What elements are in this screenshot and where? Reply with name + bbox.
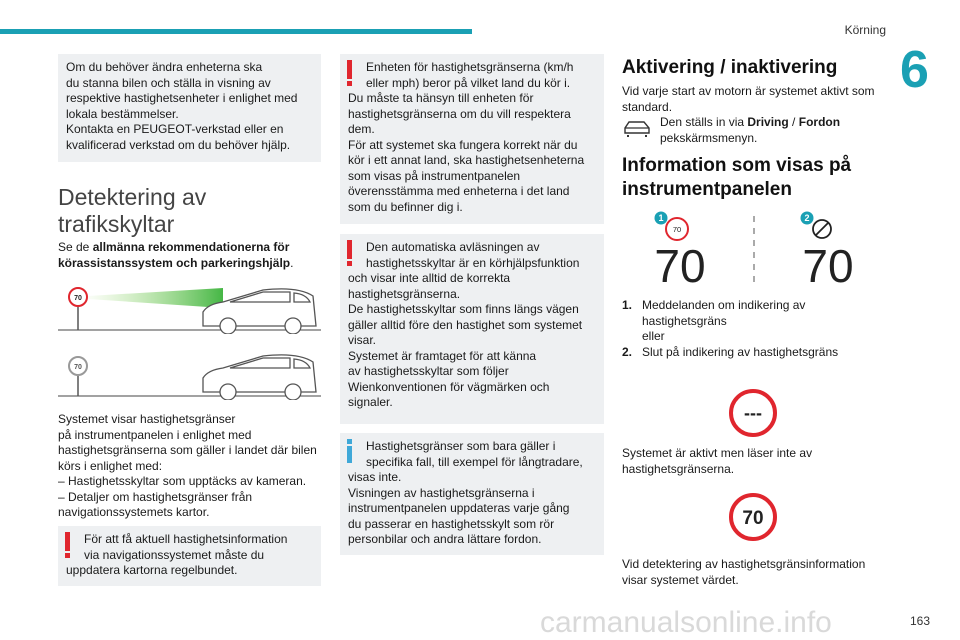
system-description: Systemet visar hastighetsgränser på instrumentpanelen i enlighet med hastighetsgränserna som gäller i landet där bilen körs i enlighet med: – Hastighetsskyltar som upptäcks av kameran. – Detaljer om hastighetsgränser från navigationssystemets kartor. <box>58 412 317 519</box>
note-box-units <box>58 54 321 162</box>
display-speed-value: 70 <box>654 240 706 290</box>
note-line: respektive hastighetsenheter i enlighet med <box>66 91 298 105</box>
legend-list <box>622 298 902 360</box>
note-line: lokala bestämmelser. <box>66 106 179 121</box>
car-illustration <box>203 355 316 400</box>
speed-sign-value: 70 <box>74 364 82 371</box>
section-heading-traffic-signs: Detektering av trafikskyltar <box>58 184 207 237</box>
no-reading-sign-icon <box>726 386 780 440</box>
activation-paragraph: Vid varje start av motorn är systemet aktivt som standard. <box>622 84 875 114</box>
speed-sign-text: 70 <box>742 508 764 529</box>
heading-activation: Aktivering / inaktivering <box>622 57 838 78</box>
info-box-specific-limits: Hastighetsgränser som bara gäller i specifika fall, till exempel för långtradare, visas inte. Visningen av hastighetsgränserna i instrumentpanelen uppdateras varje gång du passerar en hastighetsskylt som rör personbilar och andra lättare fordon. <box>340 433 604 555</box>
callout-1: 1 <box>658 213 664 223</box>
display-speed-value: 70 <box>802 240 854 290</box>
legend-item-2: 2. Slut på indikering av hastighetsgräns <box>622 344 839 359</box>
note-line: kvalificerad verkstad om du behöver hjälp. <box>66 137 291 152</box>
warning-icon <box>347 240 352 259</box>
callout-2: 2 <box>804 213 810 223</box>
note-line: du stanna bilen och ställa in visning av <box>66 75 271 90</box>
menu-path-paragraph: Den ställs in via Driving / Fordon pekskärmsmenyn. <box>660 115 841 145</box>
warning-box-units: Enheten för hastighetsgränserna (km/h eller mph) beror på vilket land du kör i. Du måste ta hänsyn till enheten för hastighetsgränserna om du vill respektera dem. För att systemet ska fungera korrekt när du kör i ett annat land, ska hastighetsenheterna som visas på instrumentpanelen överensstämma med enheterna i det land som du befinner dig i. <box>340 54 604 224</box>
speed-limit-sign-icon <box>726 490 780 544</box>
camera-detection-illustration <box>58 282 321 334</box>
small-speed-sign-value: 70 <box>672 225 682 234</box>
map-detection-illustration <box>58 350 321 400</box>
car-icon <box>622 118 652 138</box>
warning-icon <box>347 60 352 79</box>
info-icon <box>347 439 352 463</box>
legend-item-1: 1. Meddelanden om indikering av hastighetsgräns eller <box>622 298 806 343</box>
instrument-panel-illustration <box>640 210 870 290</box>
note-line: Kontakta en PEUGEOT-verkstad eller en <box>66 122 284 136</box>
detection-paragraph: Vid detektering av hastighetsgränsinformation visar systemet värdet. <box>622 557 866 587</box>
watermark: carmanualsonline.info <box>540 606 832 639</box>
warning-icon <box>65 532 70 551</box>
warning-box-maps: För att få aktuell hastighetsinformation via navigationssystemet måste du uppdatera kartorna regelbundet. <box>58 526 321 586</box>
heading-instrument-panel-info: Information som visas på instrumentpanelen <box>622 155 852 200</box>
reference-paragraph: Se de allmänna rekommendationerna för körassistanssystem och parkeringshjälp. <box>58 240 294 270</box>
chapter-number: 6 <box>900 41 929 99</box>
note-line: Om du behöver ändra enheterna ska <box>66 60 263 74</box>
speed-sign-value: 70 <box>74 295 82 302</box>
section-title: Körning <box>844 23 886 37</box>
header-accent-bar <box>0 29 472 34</box>
warning-box-automatic-reading: Den automatiska avläsningen av hastighetsskyltar är en körhjälpsfunktion och visar inte alltid de korrekta hastighetsgränserna. De hastighetsskyltar som finns längs vägen gäller alltid före den hastighet som systemet visar. Systemet är framtaget för att känna av hastighetsskyltar som följer Wienkonventionen för vägmärken och signaler. <box>340 234 604 424</box>
page-number: 163 <box>909 614 930 628</box>
inactive-reading-paragraph: Systemet är aktivt men läser inte av hastighetsgränserna. <box>622 446 813 476</box>
dash-sign-text: --- <box>744 403 762 423</box>
